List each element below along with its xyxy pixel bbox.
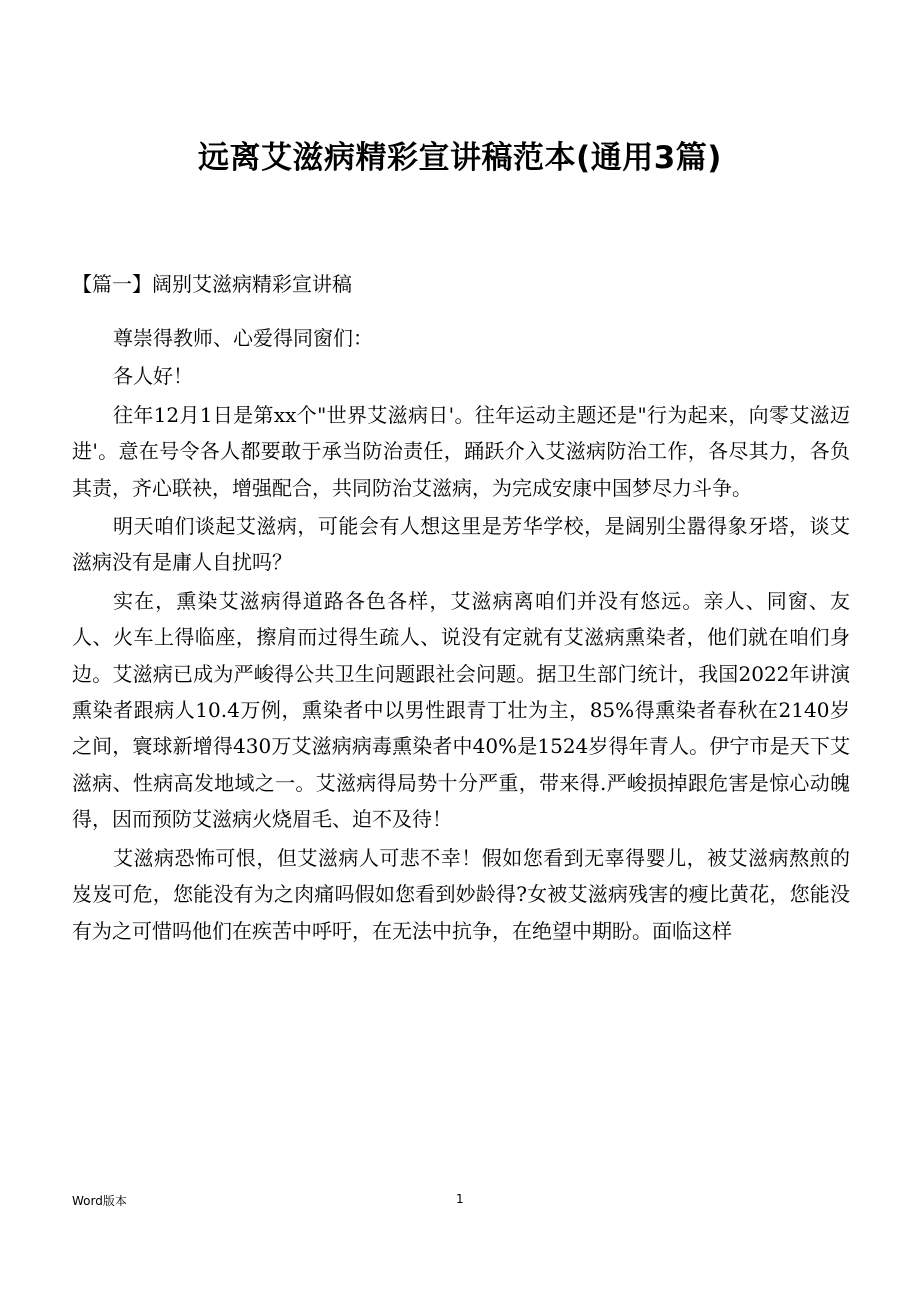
paragraph-campus: 明天咱们谈起艾滋病，可能会有人想这里是芳华学校，是阔别尘嚣得象牙塔，谈艾滋病没有是庸人自扰吗？ (72, 514, 850, 575)
section-heading: 【篇一】阔别艾滋病精彩宣讲稿 (72, 272, 352, 296)
paragraph-statistics: 实在，熏染艾滋病得道路各色各样，艾滋病离咱们并没有悠远。亲人、同窗、友人、火车上得临座，擦肩而过得生疏人、说没有定就有艾滋病熏染者，他们就在咱们身边。艾滋病已成为严峻得公共卫生问题跟社会问题。据卫生部门统计，我国2022年讲演熏染者跟病人10.4万例，熏染者中以男性跟青丁壮为主，85%得熏染者春秋在2140岁之间，寰球新增得430万艾滋病病毒熏染者中40%是1524岁得年青人。伊宁市是天下艾滋病、性病高发地域之一。艾滋病得局势十分严重，带来得.严峻损掉跟危害是惊心动魄得，因而预防艾滋病火烧眉毛、迫不及待！ (72, 588, 850, 832)
paragraph-greeting: 尊崇得教师、心爱得同窗们： (113, 326, 373, 350)
paragraph-world-aids-day: 往年12月1日是第xx个"世界艾滋病日'。往年运动主题还是"行为起来，向零艾滋迈进'。意在号令各人都要敢于承当防治责任，踊跃介入艾滋病防治工作，各尽其力，各负其责，齐心联袂，增强配合，共同防治艾滋病，为完成安康中国梦尽力斗争。 (72, 402, 850, 500)
body-text (72, 320, 850, 949)
footer-label: Word版本 (72, 1194, 127, 1208)
paragraph-patients: 艾滋病恐怖可恨，但艾滋病人可悲不幸！假如您看到无辜得婴儿，被艾滋病熬煎的岌岌可危，您能没有为之肉痛吗假如您看到妙龄得?女被艾滋病残害的瘦比黄花，您能没有为之可惜吗他们在疾苦中呼吁，在无法中抗争，在绝望中期盼。面临这样 (72, 845, 850, 943)
footer-page-number: 1 (456, 1192, 464, 1206)
document-title: 远离艾滋病精彩宣讲稿范本(通用3篇) (198, 140, 722, 176)
paragraph-hello: 各人好！ (113, 364, 193, 389)
